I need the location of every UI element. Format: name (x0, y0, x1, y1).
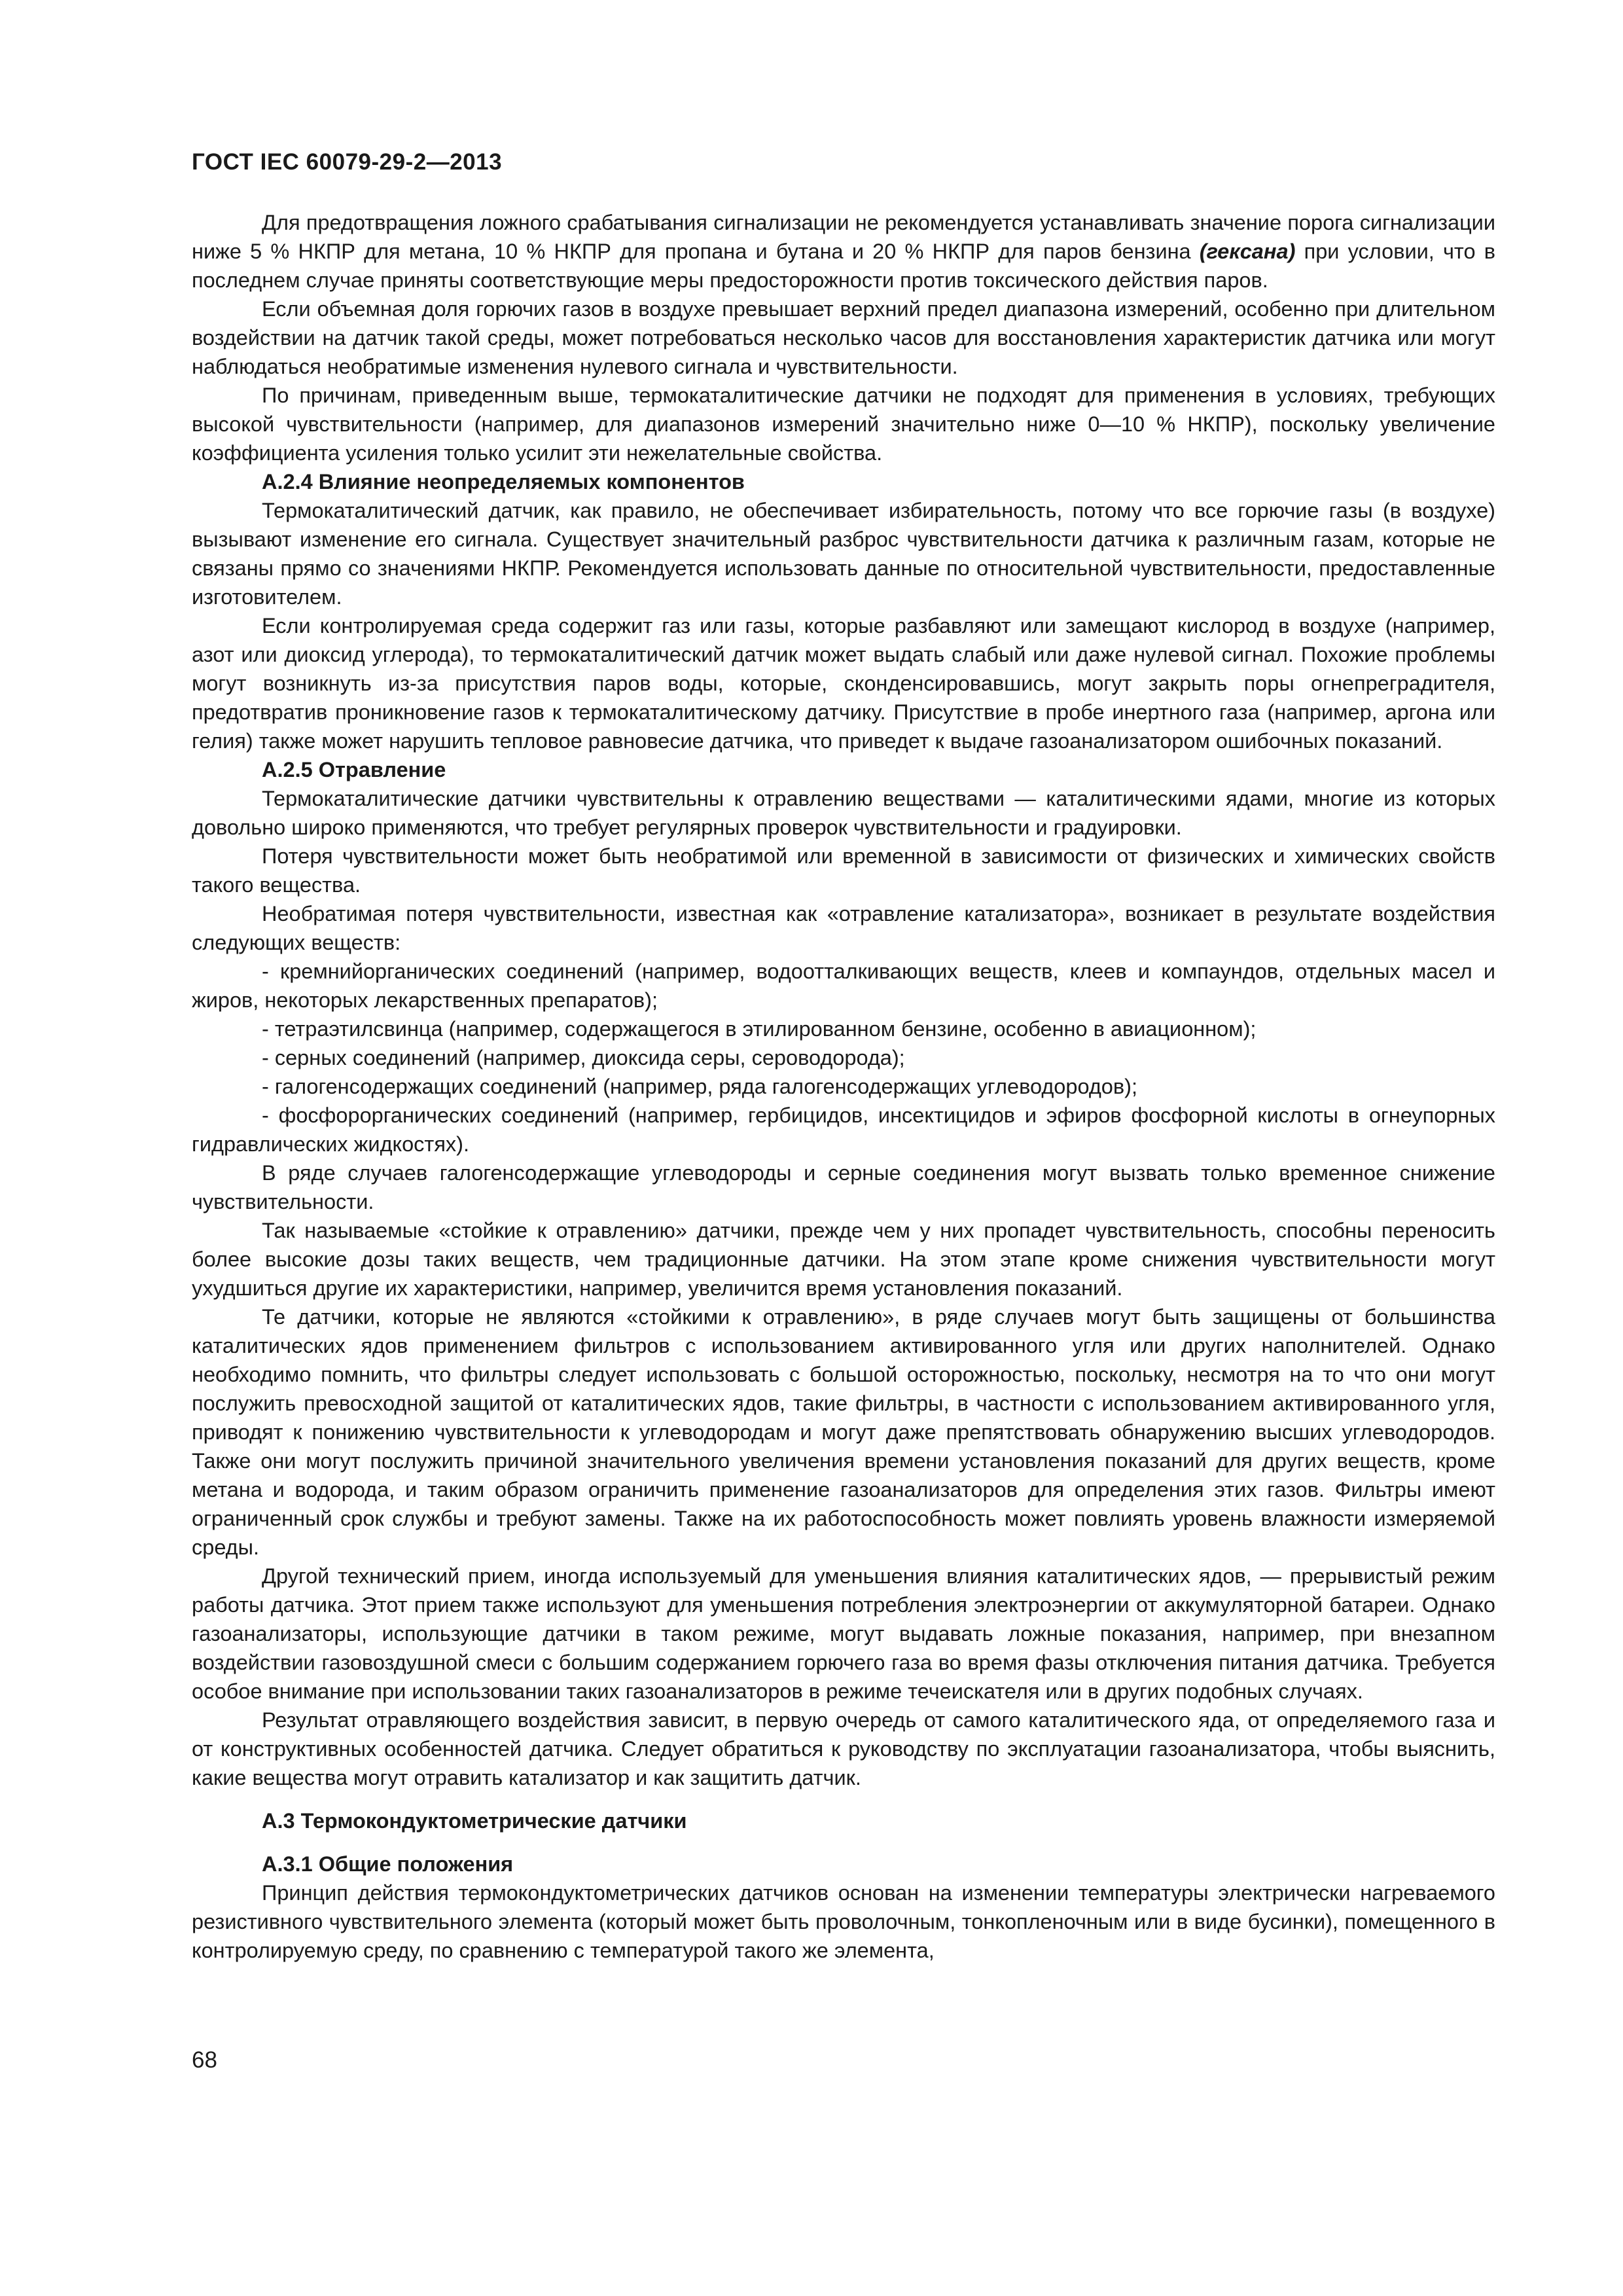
document-header: ГОСТ IEC 60079-29-2—2013 (192, 149, 503, 175)
section-heading-a3: А.3 Термокондуктометрические датчики (262, 1809, 687, 1833)
section-heading-a31: А.3.1 Общие положения (262, 1852, 514, 1876)
paragraph: Так называемые «стойкие к отравлению» датчики, прежде чем у них пропадет чувствительность, способны переносить более высокие дозы таких веществ, чем традиционные датчики. На этом этапе кроме снижения чувствительности могут ухудшиться другие их характеристики, например, увеличится время установления показаний. (192, 1219, 1495, 1300)
list-item: - галогенсодержащих соединений (например, ряда галогенсодержащих углеводородов); (262, 1075, 1137, 1098)
paragraph-text: Для предотвращения ложного срабатывания сигнализации не рекомендуется устанавливать значение порога сигнализации ниже 5 % НКПР для метана, 10 % НКПР для пропана и бутана и 20 % НКПР для паров бензина (192, 211, 1495, 263)
paragraph: Потеря чувствительности может быть необратимой или временной в зависимости от физических и химических свойств такого вещества. (192, 844, 1495, 897)
document-body (192, 208, 1495, 1965)
list-item: - кремнийорганических соединений (например, водоотталкивающих веществ, клеев и компаундов, отдельных масел и жиров, некоторых лекарственных препаратов); (192, 960, 1495, 1012)
paragraph: По причинам, приведенным выше, термокаталитические датчики не подходят для применения в условиях, требующих высокой чувствительности (например, для диапазонов измерений значительно ниже 0—10 % НКПР), поскольку увеличение коэффициента усиления только усилит эти нежелательные свойства. (192, 384, 1495, 465)
emphasized-term: (гексана) (1199, 240, 1296, 263)
paragraph (192, 208, 1495, 295)
page-number: 68 (192, 2047, 217, 2073)
paragraph: Если объемная доля горючих газов в воздухе превышает верхний предел диапазона измерений, особенно при длительном воздействии на датчик такой среды, может потребоваться несколько часов для восстановления характеристик датчика или могут наблюдаться необратимые изменения нулевого сигнала и чувствительности. (192, 297, 1495, 378)
paragraph: Если контролируемая среда содержит газ или газы, которые разбавляют или замещают кислород в воздухе (например, азот или диоксид углерода), то термокаталитический датчик может выдать слабый или даже нулевой сигнал. Похожие проблемы могут возникнуть из-за присутствия паров воды, которые, сконденсировавшись, могут закрыть поры огнепреградителя, предотвратив проникновение газов к термокаталитическому датчику. Присутствие в пробе инертного газа (например, аргона или гелия) также может нарушить тепловое равновесие датчика, что приведет к выдаче газоанализатором ошибочных показаний. (192, 614, 1495, 753)
list-item: - серных соединений (например, диоксида серы, сероводорода); (262, 1046, 905, 1069)
paragraph: Термокаталитические датчики чувствительны к отравлению веществами — каталитическими ядами, многие из которых довольно широко применяются, что требует регулярных проверок чувствительности и градуировки. (192, 787, 1495, 839)
list-item: - тетраэтилсвинца (например, содержащегося в этилированном бензине, особенно в авиационном); (262, 1017, 1257, 1041)
section-heading-a24: А.2.4 Влияние неопределяемых компонентов (262, 470, 745, 493)
paragraph: Результат отравляющего воздействия зависит, в первую очередь от самого каталитического яда, от определяемого газа и от конструктивных особенностей датчика. Следует обратиться к руководству по эксплуатации газоанализатора, чтобы выяснить, какие вещества могут отравить катализатор и как защитить датчик. (192, 1708, 1495, 1789)
paragraph: Другой технический прием, иногда используемый для уменьшения влияния каталитических ядов, — прерывистый режим работы датчика. Этот прием также используют для уменьшения потребления электроэнергии от аккумуляторной батареи. Однако газоанализаторы, использующие датчики в таком режиме, могут выдавать ложные показания, например, при внезапном воздействии газовоздушной смеси с большим содержанием горючего газа во время фазы отключения питания датчика. Требуется особое внимание при использовании таких газоанализаторов в режиме течеискателя или в других подобных случаях. (192, 1564, 1495, 1703)
paragraph: Принцип действия термокондуктометрических датчиков основан на изменении температуры электрически нагреваемого резистивного чувствительного элемента (который может быть проволочным, тонкопленочным или в виде бусинки), помещенного в контролируемую среду, по сравнению с температурой такого же элемента, (192, 1881, 1495, 1962)
paragraph-text: при условии, что в последнем случае приняты соответствующие меры предосторожности против токсического действия паров. (192, 240, 1495, 292)
paragraph: Термокаталитический датчик, как правило, не обеспечивает избирательность, потому что все горючие газы (в воздухе) вызывают изменение его сигнала. Существует значительный разброс чувствительности датчика к различным газам, которые не связаны прямо со значениями НКПР. Рекомендуется использовать данные по относительной чувствительности, предоставленные изготовителем. (192, 499, 1495, 609)
paragraph: Те датчики, которые не являются «стойкими к отравлению», в ряде случаев могут быть защищены от большинства каталитических ядов применением фильтров с использованием активированного угля или других наполнителей. Однако необходимо помнить, что фильтры следует использовать с большой осторожностью, поскольку, несмотря на то что они могут послужить превосходной защитой от каталитических ядов, такие фильтры, в частности с использованием активированного угля, приводят к понижению чувствительности к углеводородам и могут даже препятствовать обнаружению высших углеводородов. Также они могут послужить причиной значительного увеличения времени установления показаний для других веществ, кроме метана и водорода, и таким образом ограничить применение газоанализаторов для определения этих газов. Фильтры имеют ограниченный срок службы и требуют замены. Также на их работоспособность может повлиять уровень влажности измеряемой среды. (192, 1305, 1495, 1559)
section-heading-a25: А.2.5 Отравление (262, 758, 446, 781)
paragraph: Необратимая потеря чувствительности, известная как «отравление катализатора», возникает в результате воздействия следующих веществ: (192, 902, 1495, 954)
list-item: - фосфорорганических соединений (например, гербицидов, инсектицидов и эфиров фосфорной кислоты в огнеупорных гидравлических жидкостях). (192, 1103, 1495, 1156)
paragraph: В ряде случаев галогенсодержащие углеводороды и серные соединения могут вызвать только временное снижение чувствительности. (192, 1161, 1495, 1213)
